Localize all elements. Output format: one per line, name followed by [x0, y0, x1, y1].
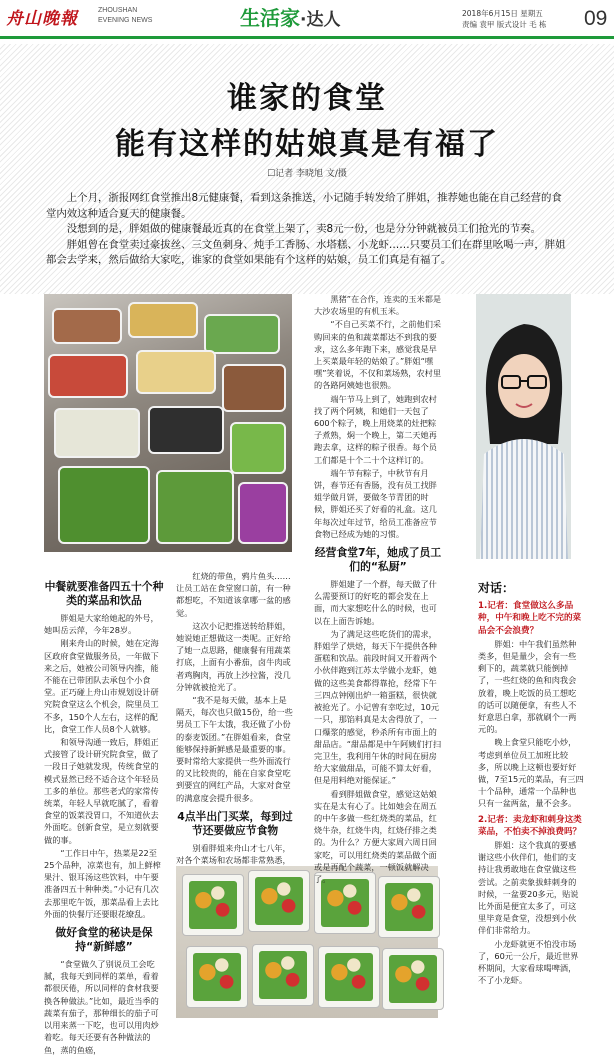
body-paragraph: “我不是每天做，基本上是隔天，每次也只做15份，给一些男员工下午太饿，我还做了小份的泰麦饭团。”在胖姐看来，食堂能够保持新鲜感是最重要的事。要时常给大家提供一些外面流行的又比较贵的，能在自家食堂吃到要宜的网红产品，大家对食堂的满意度会提升很多。	[176, 695, 293, 803]
interview-answer: 胖姐：这个我真的要感谢这些小伙伴们，他们的支持让我勇敢地在食堂做这些尝试。之前卖象拔蚌刺身的时候，一盆要20多元，贴说比外面是便宜太多了，可这里毕竟是食堂，没想到小伙伴们非常给力。	[478, 840, 579, 936]
body-paragraph: 黑猪”在合作，连卖的玉米都是大沙农场里的有机玉米。	[314, 294, 442, 317]
body-paragraph: 和领导沟通一致后，胖姐正式接管了设计研究院食堂，做了一段日子她就发现，传统食堂的模式显然已经不适合这个年轻员工多的单位。那些老式的家常传统菜，年轻人早就吃腻了，看着食堂的饭菜没胃口，不知道伙去外面吃。创新食堂，是立刻就要做的事。	[44, 737, 159, 845]
newspaper-english-name: ZHOUSHAN EVENING NEWS	[98, 7, 153, 24]
newspaper-logo: 舟山晚報	[6, 9, 78, 29]
body-paragraph: 为了满足这些吃货们的需求，胖姐学了烘焙，每天下午提供各种蛋糕和饮品。前段时间又开着两个小伙伴跑到江苏太学做小龙虾，她做的这些美食都得靠抢，经常下午三四点钟刚出炉一箱蛋糕，很快就被抢光了。小记曾有幸吃过，10元一只，那馅料真是太舍得放了，一口爆浆的感觉，秒杀所有市面上的甜品店。“甜品都是中午阿姨们打扫完卫生，我利用午休的时间在厨房给大家做甜品，可能不算太好看，但是用料绝对能保证。”	[314, 628, 442, 786]
intro-paragraph: 没想到的是，胖姐做的健康餐最近真的在食堂上架了，卖8元一份，也是分分钟就被员工们抢光的节奏。	[66, 223, 541, 235]
body-paragraph: 看到胖姐做食堂，感觉这姑娘实在是太有心了。比如她会在周五的中午多做一些红烧类的菜品，红烧牛杂，红烧牛肉，红烧仔排之类的。为什么？方便大家周六周日回家吃，可以用红烧类的菜品做个面或是再配个蔬菜，一顿饭就解决了。	[314, 788, 437, 884]
interview-answer: 小龙虾就更不怕没市场了，60元一公斤，最近世界杯期间，大家看球喝啤酒，不了小龙虾。	[478, 938, 579, 986]
headline-line-1: 谁家的食堂	[227, 81, 387, 116]
interview-question: 1.记者：食堂做这么多品种，中午和晚上吃不完的菜品会不会浪费？	[478, 601, 582, 636]
interview-answer: 晚上食堂只能吃小炒，考虑到单位员工加班比较多，所以晚上这顿也要好好做，7至15元的菜品，有三四十个品种，通常一个品种也只有一盆两盆，量不会多。	[478, 737, 584, 809]
body-paragraph: 刚来舟山的时候，她在定海区政府食堂做服务员，一年做下来之后，她被公司领导内推，能不能在已带团队去承包个小食堂。正巧碰上舟山市规划设计研究院食堂这么个机会，院里员工不多，150个人左右，这样的配比，食堂工作人员8个人就够。	[44, 638, 159, 734]
canteen-food-photo	[44, 294, 292, 552]
intro-paragraph: 上个月，浙报网红食堂推出8元健康餐，看到这条推送，小记随手转发给了胖姐，推荐她也能在自己经营的食堂内效这种适合夏天的健康餐。	[46, 192, 562, 220]
editors-line: 责编 袁甲 版式设计 毛 栋	[462, 20, 547, 29]
body-paragraph: “工作日中午，热菜是22至25个品种，凉菜也有，加上鲜榨果汁、银耳汤这些饮料，中午要准备四五十种种类。”小记有几次去那里吃午饭，那菜品看上去比外面的快餐厅还要眼花缭乱。	[44, 847, 161, 919]
body-paragraph: “不自己买菜不行，之前他们采购回来的鱼和蔬菜都达不到我的要求，这么多年跑下来，感觉我是早上买菜最年轻的姑娘了。”胖姐“嘿嘿”笑着说，不仅和菜场熟，农村里的各路阿姨她也很熟。	[314, 319, 442, 391]
subheading: 经营食堂7年，她成了员工们的“私厨”	[314, 546, 442, 574]
interview-answer: 胖姐：中午我们虽然种类多，但是量少，会有一些剩下的，蔬菜就只能倒掉了，一些红烧的鱼和肉我会放着，晚上吃饭的员工想吃的话可以随便拿，有些人不好意思白拿，那就刷个一两元的。	[478, 638, 577, 735]
body-paragraph: 别看胖姐来舟山才七八年，对各个菜场和农场都非常熟悉，	[176, 842, 291, 866]
subheading: 中餐就要准备四五十个种类的菜品和饮品	[44, 580, 164, 607]
body-paragraph: 红烧的带鱼，鸦片鱼头……让员工站在食堂窗口前，有一种都想吃，不知道该拿哪一盆的感觉。	[176, 571, 291, 618]
intro-paragraphs	[46, 191, 572, 269]
dialog-label: 对话：	[478, 581, 515, 595]
headline	[0, 76, 614, 168]
portrait-illustration	[476, 294, 571, 559]
section-sub: ·达人	[300, 10, 341, 30]
portrait-photo	[476, 294, 571, 559]
section-title	[240, 4, 380, 32]
masthead-rule	[0, 36, 614, 39]
article-column-3	[314, 293, 442, 1019]
dialog-column	[478, 582, 584, 1012]
section-main: 生活家	[240, 6, 300, 30]
body-paragraph: “食堂做久了别说员工会吃腻，我每天到同样的菜单，看着都很厌倦，所以同样的食材我要换各种做法。”比如，最近当季的蔬菜有茄子，那种细长的茄子可以用来蒸一下吃，也可以用肉炒着吃。每天还要有各种做法的鱼，蒸的鱼癌，	[44, 959, 159, 1055]
body-paragraph: 端午节马上到了，她跑到农村找了两个阿姨，和她们一天包了600个粽子，晚上用烧菜的灶把粽子煮熟，焖一个晚上，第二天她再跑去拿，这样的粽子很香。每个员工们都是十个二十个这样订的。	[314, 393, 437, 465]
intro-paragraph: 胖姐曾在食堂卖过豪拔丝、三文鱼刺身、炖手工香肠、水塔糕、小龙虾……只要员工们在群里吆喝一声，胖姐都会去学来，然后做给大家吃，谁家的食堂如果能有个这样的姑娘，员工们真是有福了。	[46, 238, 566, 266]
page-number: 09	[584, 7, 608, 30]
headline-line-2: 能有这样的姑娘真是有福了	[115, 127, 499, 162]
subheading: 4点半出门买菜，每到过节还要做应节食物	[177, 809, 293, 837]
body-paragraph: 这次小记把推送转给胖姐，她说她正想做这一类呢。正好给了她一点思路，健康餐有用蔬菜打底，上面有小番茄，卤牛肉或者鸡胸肉，再放上沙拉酱，没几分钟就被抢光了。	[176, 620, 291, 692]
body-paragraph: 端午节有粽子，中秋节有月饼，春节还有香肠，没有员工找胖姐学做月饼，要做冬节青团的时候，胖姐还买了好看的礼盒。这几年每次过年过节，给员工准备应节食物已经成为她的习惯。	[314, 467, 437, 539]
article-column-1	[44, 574, 164, 1057]
interview-question: 2.记者：卖龙虾和刺身这类菜品，不怕卖不掉浪费吗？	[478, 814, 582, 837]
date-line: 2018年6月15日 星期五	[462, 9, 543, 18]
date-editor-block	[462, 8, 580, 30]
body-paragraph: 胖姐建了一个群，每天做了什么需要预订的好吃的都会发在上面，而大家想吃什么的时候，也可以在上面告诉她。	[314, 579, 437, 626]
body-paragraph: 胖姐是大家给她起的外号，她叫岳云萍，今年28岁。	[44, 613, 159, 636]
subheading: 做好食堂的秘诀是保持“新鲜感”	[55, 926, 153, 954]
article-column-2	[176, 570, 294, 866]
byline: ☐记者 李晓旭 文/摄	[267, 169, 347, 179]
